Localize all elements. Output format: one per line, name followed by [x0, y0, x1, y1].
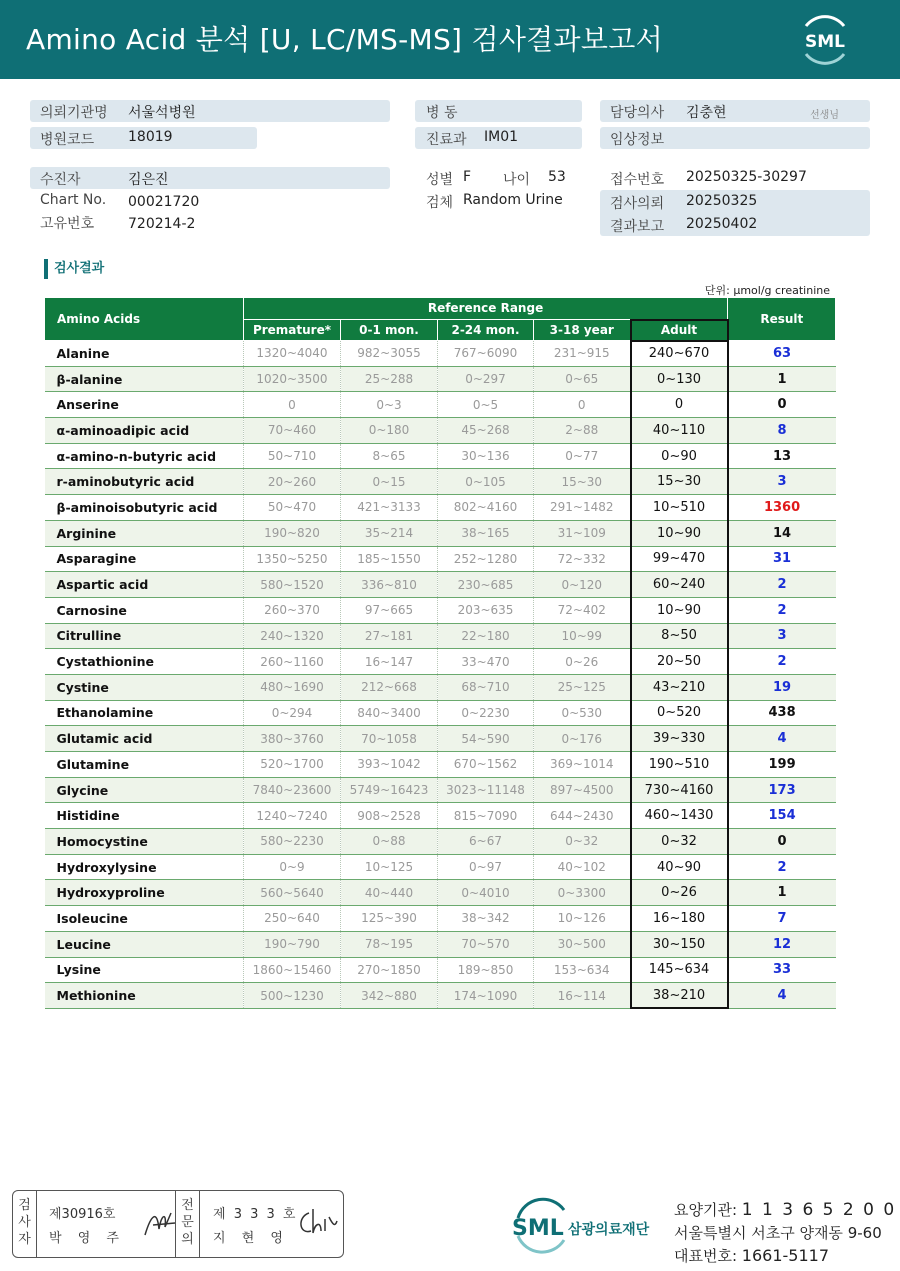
col-header-0-1-mon: 0-1 mon. — [341, 320, 438, 341]
ref-0-1-mon: 97~665 — [341, 597, 438, 623]
ref-adult: 10~90 — [631, 520, 728, 546]
dept-value: IM01 — [484, 129, 519, 145]
amino-acid-name: β-aminoisobutyric acid — [45, 495, 244, 521]
result-value: 173 — [728, 777, 836, 803]
ref-2-24-mon: 203~635 — [438, 597, 534, 623]
ref-adult: 40~110 — [631, 418, 728, 444]
ref-2-24-mon: 0~5 — [438, 392, 534, 418]
result-value: 8 — [728, 418, 836, 444]
amino-acid-name: Ethanolamine — [45, 700, 244, 726]
ref-0-1-mon: 25~288 — [341, 366, 438, 392]
examiner-license: 제30916호 — [49, 1207, 116, 1222]
ref-0-1-mon: 5749~16423 — [341, 777, 438, 803]
ref-2-24-mon: 22~180 — [438, 623, 534, 649]
ref-3-18-year: 0~3300 — [534, 880, 631, 906]
ref-premature: 50~470 — [244, 495, 341, 521]
amino-acid-name: Lysine — [45, 957, 244, 983]
sex-label: 성별 — [426, 172, 454, 188]
table-row — [45, 906, 836, 932]
ref-premature: 1860~15460 — [244, 957, 341, 983]
section-title: 검사결과 — [44, 259, 104, 279]
table-row — [45, 546, 836, 572]
specialist-char: 의 — [181, 1232, 194, 1247]
amino-acid-name: α-aminoadipic acid — [45, 418, 244, 444]
report-label: 결과보고 — [610, 219, 665, 235]
ref-adult: 30~150 — [631, 931, 728, 957]
amino-acid-name: Asparagine — [45, 546, 244, 572]
table-row — [45, 829, 836, 855]
age-value: 53 — [548, 169, 566, 185]
ref-3-18-year: 0~77 — [534, 443, 631, 469]
ref-adult: 145~634 — [631, 957, 728, 983]
amino-acid-name: Histidine — [45, 803, 244, 829]
amino-acid-name: Anserine — [45, 392, 244, 418]
table-row — [45, 880, 836, 906]
ref-0-1-mon: 125~390 — [341, 906, 438, 932]
amino-acid-name: Glycine — [45, 777, 244, 803]
ref-adult: 43~210 — [631, 674, 728, 700]
sml-footer-logo-icon — [512, 1196, 662, 1256]
doctor-value: 김충현 — [686, 105, 727, 121]
examiner-char: 사 — [18, 1215, 31, 1230]
ref-0-1-mon: 393~1042 — [341, 752, 438, 778]
result-value: 2 — [728, 854, 836, 880]
ref-3-18-year: 10~126 — [534, 906, 631, 932]
ref-2-24-mon: 815~7090 — [438, 803, 534, 829]
ref-3-18-year: 40~102 — [534, 854, 631, 880]
result-value: 12 — [728, 931, 836, 957]
ref-premature: 7840~23600 — [244, 777, 341, 803]
receipt-label: 접수번호 — [610, 172, 665, 188]
sex-value: F — [463, 169, 472, 185]
ref-adult: 0~130 — [631, 366, 728, 392]
table-row — [45, 700, 836, 726]
result-value: 3 — [728, 469, 836, 495]
ref-premature: 70~460 — [244, 418, 341, 444]
ref-2-24-mon: 252~1280 — [438, 546, 534, 572]
requester-label: 의뢰기관명 — [40, 105, 108, 121]
org-name: 삼광의료재단 — [568, 1222, 650, 1238]
ref-2-24-mon: 230~685 — [438, 572, 534, 598]
amino-acid-name: Cystathionine — [45, 649, 244, 675]
amino-acid-name: Glutamic acid — [45, 726, 244, 752]
ref-2-24-mon: 0~105 — [438, 469, 534, 495]
ref-0-1-mon: 840~3400 — [341, 700, 438, 726]
ref-premature: 0~294 — [244, 700, 341, 726]
ref-premature: 250~640 — [244, 906, 341, 932]
patient-name-label: 수진자 — [40, 172, 81, 188]
table-row — [45, 366, 836, 392]
ref-0-1-mon: 16~147 — [341, 649, 438, 675]
report-title: Amino Acid 분석 [U, LC/MS-MS] 검사결과보고서 — [26, 23, 663, 56]
result-value: 199 — [728, 752, 836, 778]
amino-acid-name: Hydroxyproline — [45, 880, 244, 906]
ref-0-1-mon: 0~180 — [341, 418, 438, 444]
ref-2-24-mon: 174~1090 — [438, 983, 534, 1009]
result-value: 7 — [728, 906, 836, 932]
result-value: 1 — [728, 366, 836, 392]
ref-premature: 260~370 — [244, 597, 341, 623]
table-row — [45, 726, 836, 752]
specialist-char: 전 — [181, 1198, 194, 1213]
ref-0-1-mon: 70~1058 — [341, 726, 438, 752]
sml-footer-logo-text: SML — [512, 1216, 564, 1241]
ref-premature: 1320~4040 — [244, 341, 341, 367]
table-row — [45, 649, 836, 675]
ref-3-18-year: 231~915 — [534, 341, 631, 367]
ref-premature: 20~260 — [244, 469, 341, 495]
ref-adult: 240~670 — [631, 341, 728, 367]
col-header-result: Result — [728, 298, 836, 341]
ref-premature: 580~1520 — [244, 572, 341, 598]
table-row — [45, 854, 836, 880]
results-body — [45, 341, 836, 1009]
col-header-2-24-mon: 2-24 mon. — [438, 320, 534, 341]
ref-premature: 1240~7240 — [244, 803, 341, 829]
ref-adult: 15~30 — [631, 469, 728, 495]
result-value: 19 — [728, 674, 836, 700]
ref-adult: 38~210 — [631, 983, 728, 1009]
ref-2-24-mon: 30~136 — [438, 443, 534, 469]
ref-2-24-mon: 0~97 — [438, 854, 534, 880]
ref-adult: 60~240 — [631, 572, 728, 598]
table-row — [45, 623, 836, 649]
specimen-label: 검체 — [426, 195, 454, 211]
ref-adult: 39~330 — [631, 726, 728, 752]
ref-3-18-year: 0~32 — [534, 829, 631, 855]
unit-label: 단위: µmol/g creatinine — [704, 284, 830, 297]
ref-3-18-year: 644~2430 — [534, 803, 631, 829]
table-row — [45, 752, 836, 778]
ref-2-24-mon: 189~850 — [438, 957, 534, 983]
ref-2-24-mon: 0~2230 — [438, 700, 534, 726]
ref-premature: 50~710 — [244, 443, 341, 469]
amino-acid-name: Isoleucine — [45, 906, 244, 932]
specialist-char: 문 — [181, 1215, 194, 1230]
amino-acid-name: Carnosine — [45, 597, 244, 623]
report-value: 20250402 — [686, 216, 758, 232]
amino-acid-name: Alanine — [45, 341, 244, 367]
specialist-name: 지 현 영 — [213, 1231, 289, 1246]
receipt-value: 20250325-30297 — [686, 169, 807, 185]
ref-adult: 10~90 — [631, 597, 728, 623]
ref-2-24-mon: 45~268 — [438, 418, 534, 444]
ref-adult: 8~50 — [631, 623, 728, 649]
ref-premature: 380~3760 — [244, 726, 341, 752]
col-header-3-18-year: 3-18 year — [534, 320, 631, 341]
unique-no-label: 고유번호 — [40, 216, 95, 232]
ref-adult: 20~50 — [631, 649, 728, 675]
ref-3-18-year: 0~26 — [534, 649, 631, 675]
amino-acid-name: Methionine — [45, 983, 244, 1009]
amino-acid-name: α-amino-n-butyric acid — [45, 443, 244, 469]
ref-adult: 99~470 — [631, 546, 728, 572]
table-row — [45, 469, 836, 495]
examiner-char: 자 — [18, 1232, 31, 1247]
ref-2-24-mon: 54~590 — [438, 726, 534, 752]
results-table — [44, 297, 836, 1009]
table-row — [45, 803, 836, 829]
ref-2-24-mon: 70~570 — [438, 931, 534, 957]
ref-adult: 0~32 — [631, 829, 728, 855]
ref-3-18-year: 31~109 — [534, 520, 631, 546]
ref-3-18-year: 153~634 — [534, 957, 631, 983]
ref-3-18-year: 897~4500 — [534, 777, 631, 803]
ref-0-1-mon: 8~65 — [341, 443, 438, 469]
hospital-code-label: 병원코드 — [40, 132, 95, 148]
table-row — [45, 572, 836, 598]
result-value: 1360 — [728, 495, 836, 521]
ref-3-18-year: 369~1014 — [534, 752, 631, 778]
ref-3-18-year: 0~65 — [534, 366, 631, 392]
ref-2-24-mon: 6~67 — [438, 829, 534, 855]
sml-logo-text: SML — [805, 32, 845, 52]
ref-adult: 190~510 — [631, 752, 728, 778]
ref-2-24-mon: 0~4010 — [438, 880, 534, 906]
col-header-premature: Premature* — [244, 320, 341, 341]
col-header-reference-range: Reference Range — [244, 298, 728, 320]
amino-acid-name: Hydroxylysine — [45, 854, 244, 880]
table-row — [45, 983, 836, 1009]
result-value: 1 — [728, 880, 836, 906]
ref-2-24-mon: 68~710 — [438, 674, 534, 700]
institution-code-line — [674, 1199, 896, 1220]
ref-3-18-year: 72~332 — [534, 546, 631, 572]
ref-premature: 580~2230 — [244, 829, 341, 855]
ref-premature: 560~5640 — [244, 880, 341, 906]
specialist-signature-icon — [295, 1205, 339, 1241]
ref-premature: 0 — [244, 392, 341, 418]
ref-premature: 500~1230 — [244, 983, 341, 1009]
patient-name-pill — [30, 167, 390, 189]
ref-adult: 460~1430 — [631, 803, 728, 829]
col-header-adult: Adult — [631, 320, 728, 341]
table-row — [45, 674, 836, 700]
ref-0-1-mon: 185~1550 — [341, 546, 438, 572]
ref-3-18-year: 16~114 — [534, 983, 631, 1009]
request-value: 20250325 — [686, 193, 758, 209]
ref-2-24-mon: 3023~11148 — [438, 777, 534, 803]
ref-0-1-mon: 35~214 — [341, 520, 438, 546]
ref-premature: 260~1160 — [244, 649, 341, 675]
ref-2-24-mon: 0~297 — [438, 366, 534, 392]
amino-acid-name: Aspartic acid — [45, 572, 244, 598]
ref-0-1-mon: 27~181 — [341, 623, 438, 649]
ref-0-1-mon: 421~3133 — [341, 495, 438, 521]
ref-0-1-mon: 40~440 — [341, 880, 438, 906]
ref-3-18-year: 0~120 — [534, 572, 631, 598]
ward-label: 병 동 — [426, 105, 458, 121]
ref-0-1-mon: 212~668 — [341, 674, 438, 700]
table-row — [45, 392, 836, 418]
result-value: 13 — [728, 443, 836, 469]
ref-2-24-mon: 767~6090 — [438, 341, 534, 367]
requester-value: 서울석병원 — [128, 105, 196, 121]
result-value: 31 — [728, 546, 836, 572]
ref-2-24-mon: 38~342 — [438, 906, 534, 932]
ref-0-1-mon: 0~3 — [341, 392, 438, 418]
result-value: 4 — [728, 983, 836, 1009]
ref-adult: 0 — [631, 392, 728, 418]
ref-0-1-mon: 982~3055 — [341, 341, 438, 367]
ref-3-18-year: 0 — [534, 392, 631, 418]
ref-adult: 40~90 — [631, 854, 728, 880]
examiner-name: 박 영 주 — [49, 1231, 125, 1246]
result-value: 2 — [728, 572, 836, 598]
ref-0-1-mon: 270~1850 — [341, 957, 438, 983]
doctor-label: 담당의사 — [610, 105, 665, 121]
institution-code-value: 1 1 3 6 5 2 0 0 — [741, 1200, 897, 1220]
col-header-amino-acids: Amino Acids — [45, 298, 244, 341]
amino-acid-name: r-aminobutyric acid — [45, 469, 244, 495]
table-row — [45, 777, 836, 803]
result-value: 33 — [728, 957, 836, 983]
ref-3-18-year: 2~88 — [534, 418, 631, 444]
result-value: 0 — [728, 392, 836, 418]
ref-3-18-year: 25~125 — [534, 674, 631, 700]
ref-premature: 240~1320 — [244, 623, 341, 649]
result-value: 438 — [728, 700, 836, 726]
ref-0-1-mon: 336~810 — [341, 572, 438, 598]
result-value: 4 — [728, 726, 836, 752]
ref-2-24-mon: 38~165 — [438, 520, 534, 546]
amino-acid-name: β-alanine — [45, 366, 244, 392]
address: 서울특별시 서초구 양재동 9-60 — [674, 1224, 882, 1242]
result-value: 2 — [728, 649, 836, 675]
amino-acid-name: Arginine — [45, 520, 244, 546]
table-row — [45, 418, 836, 444]
clinical-label: 임상정보 — [610, 132, 665, 148]
ref-0-1-mon: 78~195 — [341, 931, 438, 957]
unique-no-value: 720214-2 — [128, 216, 196, 232]
ref-adult: 10~510 — [631, 495, 728, 521]
result-value: 2 — [728, 597, 836, 623]
examiner-char: 검 — [18, 1198, 31, 1213]
ref-0-1-mon: 10~125 — [341, 854, 438, 880]
table-row — [45, 443, 836, 469]
ref-3-18-year: 291~1482 — [534, 495, 631, 521]
table-row — [45, 931, 836, 957]
report-header — [0, 0, 900, 79]
amino-acid-name: Glutamine — [45, 752, 244, 778]
age-label: 나이 — [503, 172, 531, 188]
specialist-vertical-label — [176, 1191, 200, 1257]
ref-2-24-mon: 802~4160 — [438, 495, 534, 521]
ref-3-18-year: 10~99 — [534, 623, 631, 649]
phone-line — [674, 1245, 829, 1266]
ref-premature: 520~1700 — [244, 752, 341, 778]
ref-3-18-year: 30~500 — [534, 931, 631, 957]
ref-adult: 730~4160 — [631, 777, 728, 803]
footer-logo — [512, 1196, 662, 1260]
amino-acid-name: Homocystine — [45, 829, 244, 855]
ref-0-1-mon: 908~2528 — [341, 803, 438, 829]
result-value: 63 — [728, 341, 836, 367]
phone-value: 1661-5117 — [741, 1246, 830, 1265]
ref-premature: 1020~3500 — [244, 366, 341, 392]
ref-3-18-year: 15~30 — [534, 469, 631, 495]
sml-logo-icon — [796, 12, 854, 68]
table-row — [45, 520, 836, 546]
ref-premature: 0~9 — [244, 854, 341, 880]
amino-acid-name: Cystine — [45, 674, 244, 700]
request-label: 검사의뢰 — [610, 196, 665, 212]
ref-0-1-mon: 0~15 — [341, 469, 438, 495]
specialist-license: 제 3 3 3 호 — [213, 1207, 298, 1222]
ref-adult: 0~520 — [631, 700, 728, 726]
chart-no-label: Chart No. — [40, 192, 107, 208]
table-row — [45, 495, 836, 521]
ref-0-1-mon: 0~88 — [341, 829, 438, 855]
ref-0-1-mon: 342~880 — [341, 983, 438, 1009]
result-value: 14 — [728, 520, 836, 546]
patient-name-value: 김은진 — [128, 172, 169, 188]
specimen-value: Random Urine — [463, 192, 563, 208]
dept-label: 진료과 — [426, 132, 467, 148]
phone-label: 대표번호: — [674, 1247, 738, 1265]
chart-no-value: 00021720 — [128, 194, 200, 210]
ref-2-24-mon: 670~1562 — [438, 752, 534, 778]
result-value: 0 — [728, 829, 836, 855]
ref-adult: 16~180 — [631, 906, 728, 932]
ref-3-18-year: 72~402 — [534, 597, 631, 623]
ref-adult: 0~26 — [631, 880, 728, 906]
ref-premature: 1350~5250 — [244, 546, 341, 572]
ref-premature: 190~820 — [244, 520, 341, 546]
ref-3-18-year: 0~176 — [534, 726, 631, 752]
ref-premature: 480~1690 — [244, 674, 341, 700]
ref-2-24-mon: 33~470 — [438, 649, 534, 675]
examiner-vertical-label — [13, 1191, 37, 1257]
ref-adult: 0~90 — [631, 443, 728, 469]
table-row — [45, 597, 836, 623]
hospital-code-value: 18019 — [128, 129, 173, 145]
result-value: 154 — [728, 803, 836, 829]
result-value: 3 — [728, 623, 836, 649]
amino-acid-name: Leucine — [45, 931, 244, 957]
amino-acid-name: Citrulline — [45, 623, 244, 649]
table-row — [45, 957, 836, 983]
signature-box — [12, 1190, 344, 1258]
table-row — [45, 341, 836, 367]
doctor-suffix: 선생님 — [810, 110, 839, 121]
institution-code-label: 요양기관: — [674, 1201, 738, 1219]
ref-3-18-year: 0~530 — [534, 700, 631, 726]
ref-premature: 190~790 — [244, 931, 341, 957]
